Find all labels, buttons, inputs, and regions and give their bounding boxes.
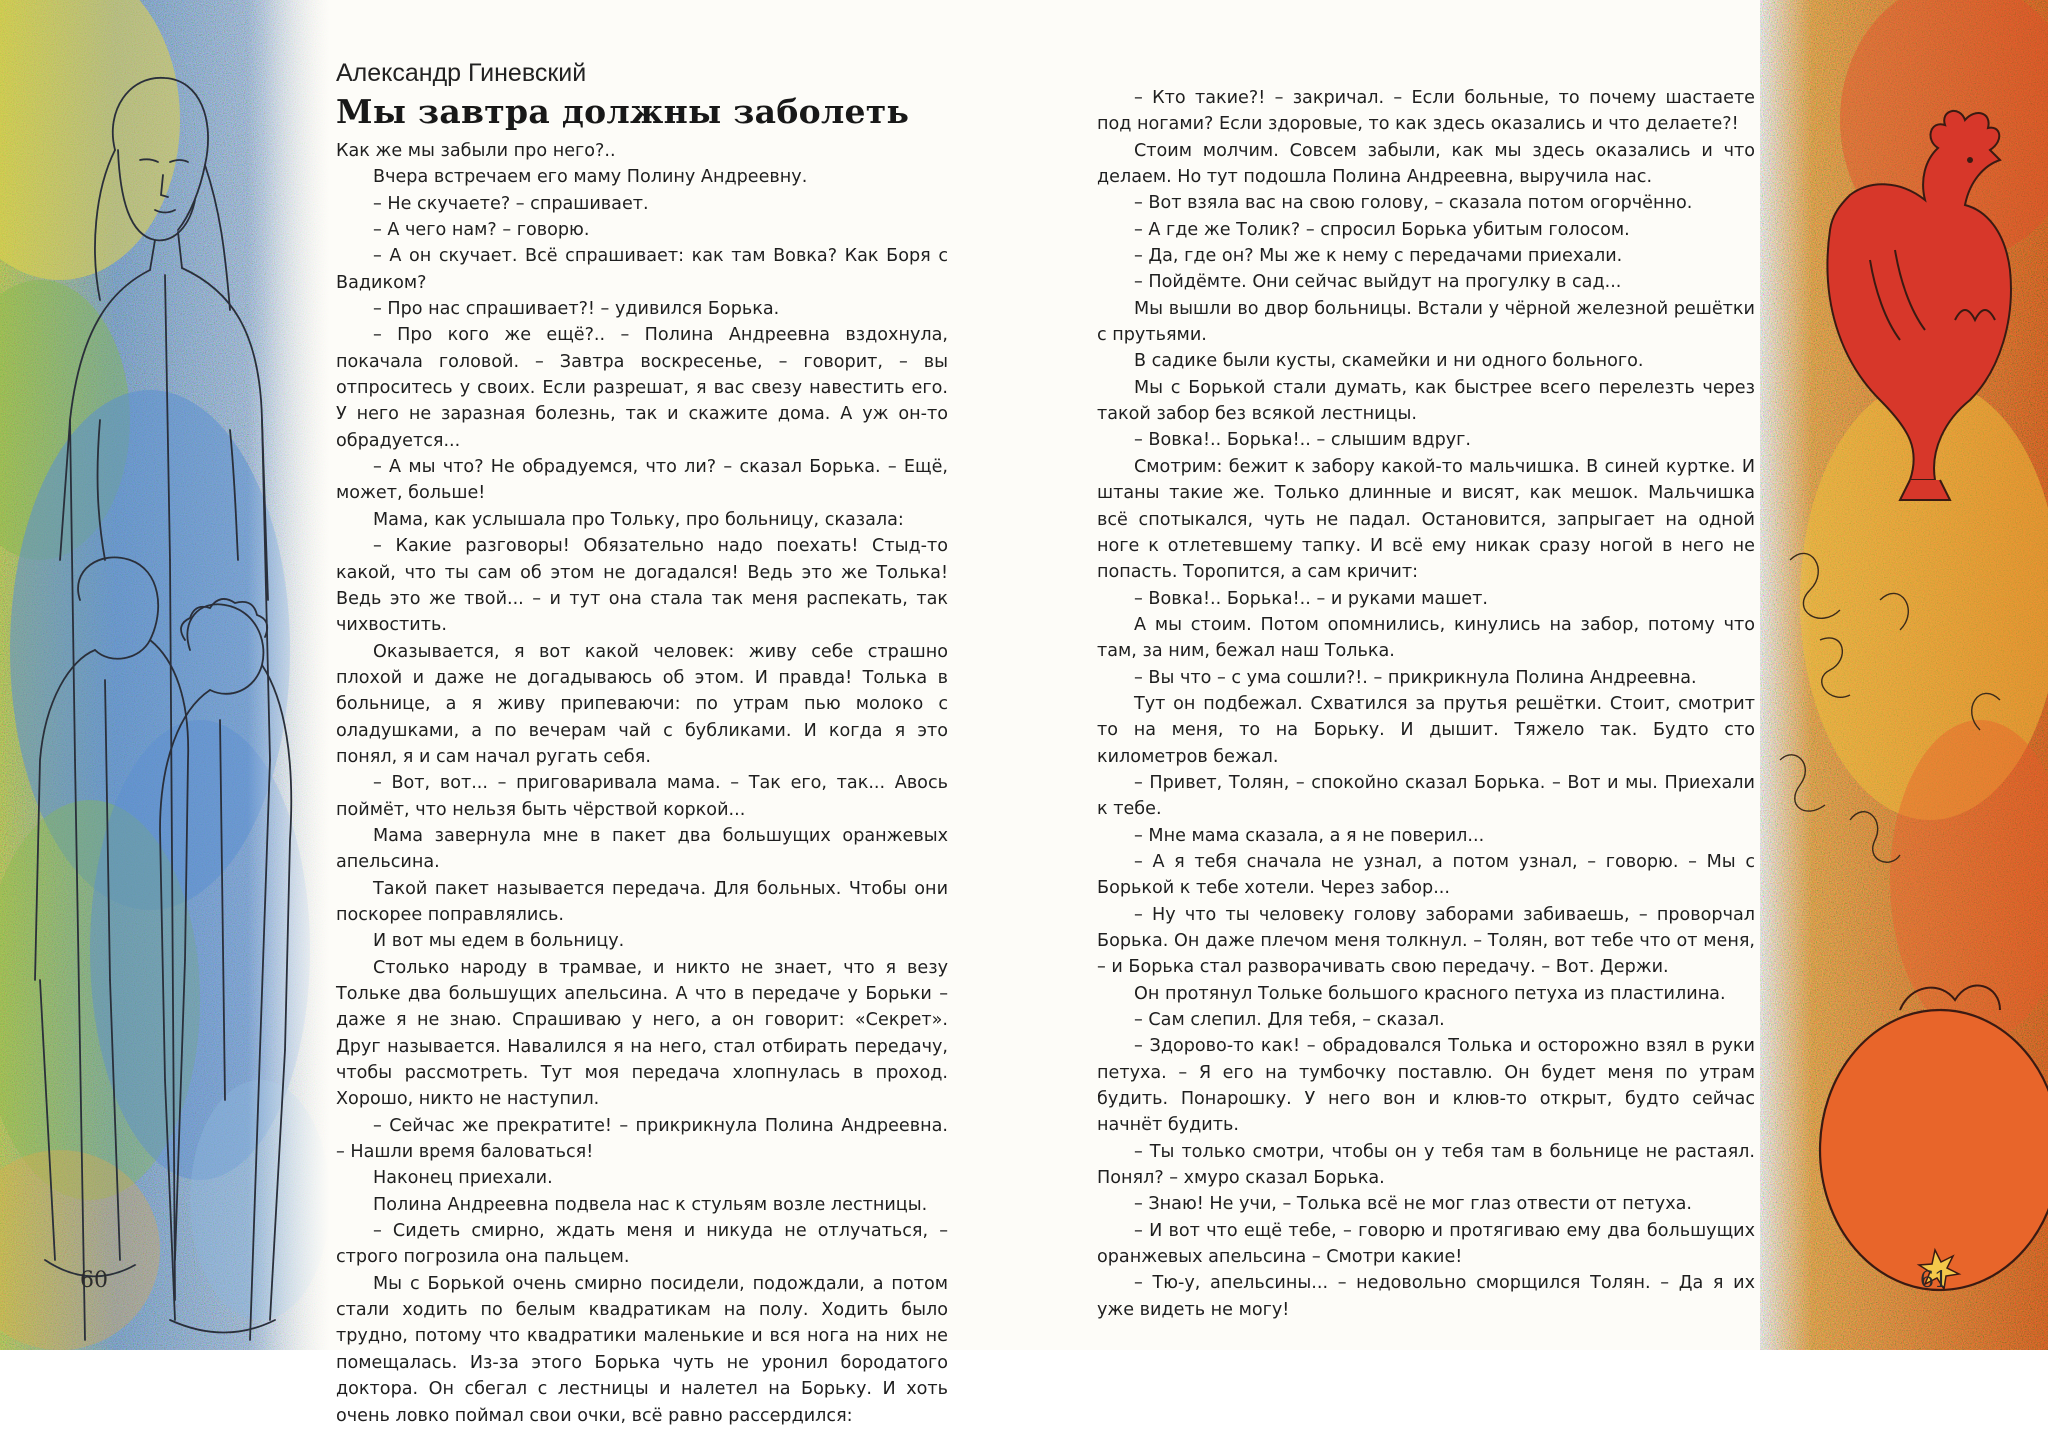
paragraph: – И вот что ещё тебе, – говорю и протягиваю ему два большущих оранжевых апельсина – Смотри какие! — [1097, 1220, 1755, 1268]
paragraph: Как же мы забыли про него?.. — [336, 141, 616, 161]
paragraph: Мама, как услышала про Тольку, про больницу, сказала: — [373, 509, 904, 530]
paragraph: – Вот взяла вас на свою голову, – сказала потом огорчённо. — [1134, 193, 1693, 214]
paragraph: – А мы что? Не обрадуемся, что ли? – сказал Борька. – Ещё, может, больше! — [336, 457, 948, 504]
paragraph: – Здорово-то как! – обрадовался Толька и осторожно взял в руки петуха. – Я его на тумбочку поставлю. Он будет меня по утрам будить. Понарошку. У него вон и клюв-то открыт, будто сейчас начнёт будить. — [1097, 1036, 1755, 1136]
mother-and-boys-drawing — [0, 0, 330, 1350]
page-number-right: 61 — [1920, 1268, 1948, 1293]
paragraph: – Вовка!.. Борька!.. – и руками машет. — [1134, 588, 1488, 609]
paragraph: – Вовка!.. Борька!.. – слышим вдруг. — [1134, 430, 1471, 451]
rooster-and-oranges-drawing — [1760, 0, 2048, 1350]
paragraph: – А где же Толик? – спросил Борька убитым голосом. — [1134, 219, 1630, 240]
paragraph: Тут он подбежал. Схватился за прутья решётки. Стоит, смотрит то на меня, то на Борьку. И дышит. Тяжело так. Будто сто километров бежал. — [1097, 693, 1755, 767]
paragraph: – Привет, Толян, – спокойно сказал Борька. – Вот и мы. Приехали к тебе. — [1097, 772, 1755, 820]
right-illustration — [1760, 0, 2048, 1350]
paragraph: Полина Андреевна подвела нас к стульям возле лестницы. — [373, 1194, 928, 1215]
paragraph: – Знаю! Не учи, – Толька всё не мог глаз отвести от петуха. — [1134, 1194, 1693, 1215]
paragraph: – Пойдёмте. Они сейчас выйдут на прогулку в сад... — [1134, 272, 1622, 293]
paragraph: Мы с Борькой стали думать, как быстрее всего перелезть через такой забор без всякой лестницы. — [1097, 377, 1755, 425]
paragraph: Оказывается, я вот какой человек: живу себе страшно плохой и даже не догадываюсь об этом. И правда! Толька в больнице, а я живу припеваючи: по утрам пью молоко с оладушками, а по вечерам чай с бубликами. И когда я это понял, я и сам начал ругать себя. — [336, 641, 948, 767]
paragraph: – А он скучает. Всё спрашивает: как там Вовка? Как Боря с Вадиком? — [336, 246, 948, 293]
paragraph: – Сейчас же прекратите! – прикрикнула Полина Андреевна. – Нашли время баловаться! — [336, 1115, 948, 1163]
paragraph: Вчера встречаем его маму Полину Андреевну. — [373, 167, 808, 188]
paragraph: – Ну что ты человеку голову заборами забиваешь, – проворчал Борька. Он даже плечом меня толкнул. – Толян, вот тебе что от меня, – и Борька стал разворачивать свою передачу. – Вот. Держи. — [1097, 904, 1755, 978]
paragraph: Мы вышли во двор больницы. Встали у чёрной железной решётки с прутьями. — [1097, 298, 1755, 346]
paragraph: – Сидеть смирно, ждать меня и никуда не отлучаться, – строго погрозила она пальцем. — [336, 1221, 948, 1268]
paragraph: – Про кого же ещё?.. – Полина Андреевна вздохнула, покачала головой. – Завтра воскресенье, – говорит, – вы отпроситесь у своих. Если разрешат, я вас свезу навестить его. У него не заразная болезнь, так и скажите дома. А уж он-то обрадуется... — [336, 325, 948, 451]
paragraph: – Не скучаете? – спрашивает. — [373, 193, 649, 214]
paragraph: – А я тебя сначала не узнал, а потом узнал, – говорю. – Мы с Борькой к тебе хотели. Через забор... — [1097, 851, 1755, 899]
paragraph: – Ты только смотри, чтобы он у тебя там в больнице не растаял. Понял? – хмуро сказал Борька. — [1097, 1141, 1755, 1189]
page-number-left: 60 — [80, 1268, 108, 1293]
paragraph: – Про нас спрашивает?! – удивился Борька. — [373, 299, 780, 320]
paragraph: Смотрим: бежит к забору какой-то мальчишка. В синей куртке. И штаны такие же. Только длинные и висят, как мешок. Мальчишка всё спотыкался, чуть не падал. Остановится, запрыгает на одной ноге к отлетевшему тапку. И всё ему никак сразу ногой в него не попасть. Торопится, а сам кричит: — [1097, 456, 1755, 583]
paragraph: – Сам слепил. Для тебя, – сказал. — [1134, 1010, 1445, 1031]
paragraph: – Какие разговоры! Обязательно надо поехать! Стыд-то какой, что ты сам об этом не догадался! Ведь это же Толька! Ведь это же твой... – и тут она стала так меня распекать, так чихвостить. — [336, 536, 948, 636]
paragraph: И вот мы едем в больницу. — [373, 931, 625, 952]
paragraph: Столько народу в трамвае, и никто не знает, что я везу Тольке два большущих апельсина. А что в передаче у Борьки – даже я не знаю. Спрашиваю у него, а он говорит: «Секрет». Друг называется. Навалился я на него, стал отбирать передачу, чтобы рассмотреть. Тут моя передача хлопнулась в проход. Хорошо, никто не наступил. — [336, 957, 948, 1110]
author-name: Александр Гиневский — [336, 59, 587, 87]
paragraph: – Вот, вот... – приговаривала мама. – Так его, так... Авось поймёт, что нельзя быть чёрствой коркой... — [336, 773, 948, 820]
story-title: Мы завтра должны заболеть — [336, 92, 910, 131]
right-page-text — [1097, 85, 1755, 1323]
paragraph: В садике были кусты, скамейки и ни одного больного. — [1134, 351, 1644, 372]
paragraph: – Вы что – с ума сошли?!. – прикрикнула Полина Андреевна. — [1134, 667, 1697, 688]
paragraph: – А чего нам? – говорю. — [373, 220, 590, 241]
paragraph: Мама завернула мне в пакет два большущих оранжевых апельсина. — [336, 825, 948, 873]
paragraph: – Мне мама сказала, а я не поверил... — [1134, 825, 1485, 846]
left-page-text — [336, 58, 948, 1429]
paragraph: Стоим молчим. Совсем забыли, как мы здесь оказались и что делаем. Но тут подошла Полина Андреевна, выручила нас. — [1097, 140, 1755, 188]
paragraph: А мы стоим. Потом опомнились, кинулись на забор, потому что там, за ним, бежал наш Толька. — [1097, 614, 1755, 662]
left-illustration — [0, 0, 330, 1350]
paragraph: – Кто такие?! – закричал. – Если больные, то почему шастаете под ногами? Если здоровые, то как здесь оказались и что делаете?! — [1097, 88, 1755, 135]
paragraph: Он протянул Тольке большого красного петуха из пластилина. — [1134, 983, 1726, 1004]
paragraph: Мы с Борькой очень смирно посидели, подождали, а потом стали ходить по белым квадратикам на полу. Ходить было трудно, потому что квадратики маленькие и вся нога на них не помещалась. Из-за этого Борька чуть не уронил бородатого доктора. Он сбегал с лестницы и налетел на Борьку. И хоть очень ловко поймал свои очки, всё равно рассердился: — [336, 1273, 948, 1426]
paragraph: – Да, где он? Мы же к нему с передачами приехали. — [1134, 246, 1623, 267]
paragraph: – Тю-у, апельсины... – недовольно сморщился Толян. – Да я их уже видеть не могу! — [1097, 1273, 1755, 1320]
paragraph: Наконец приехали. — [373, 1168, 553, 1189]
paragraph: Такой пакет называется передача. Для больных. Чтобы они поскорее поправлялись. — [336, 878, 948, 925]
